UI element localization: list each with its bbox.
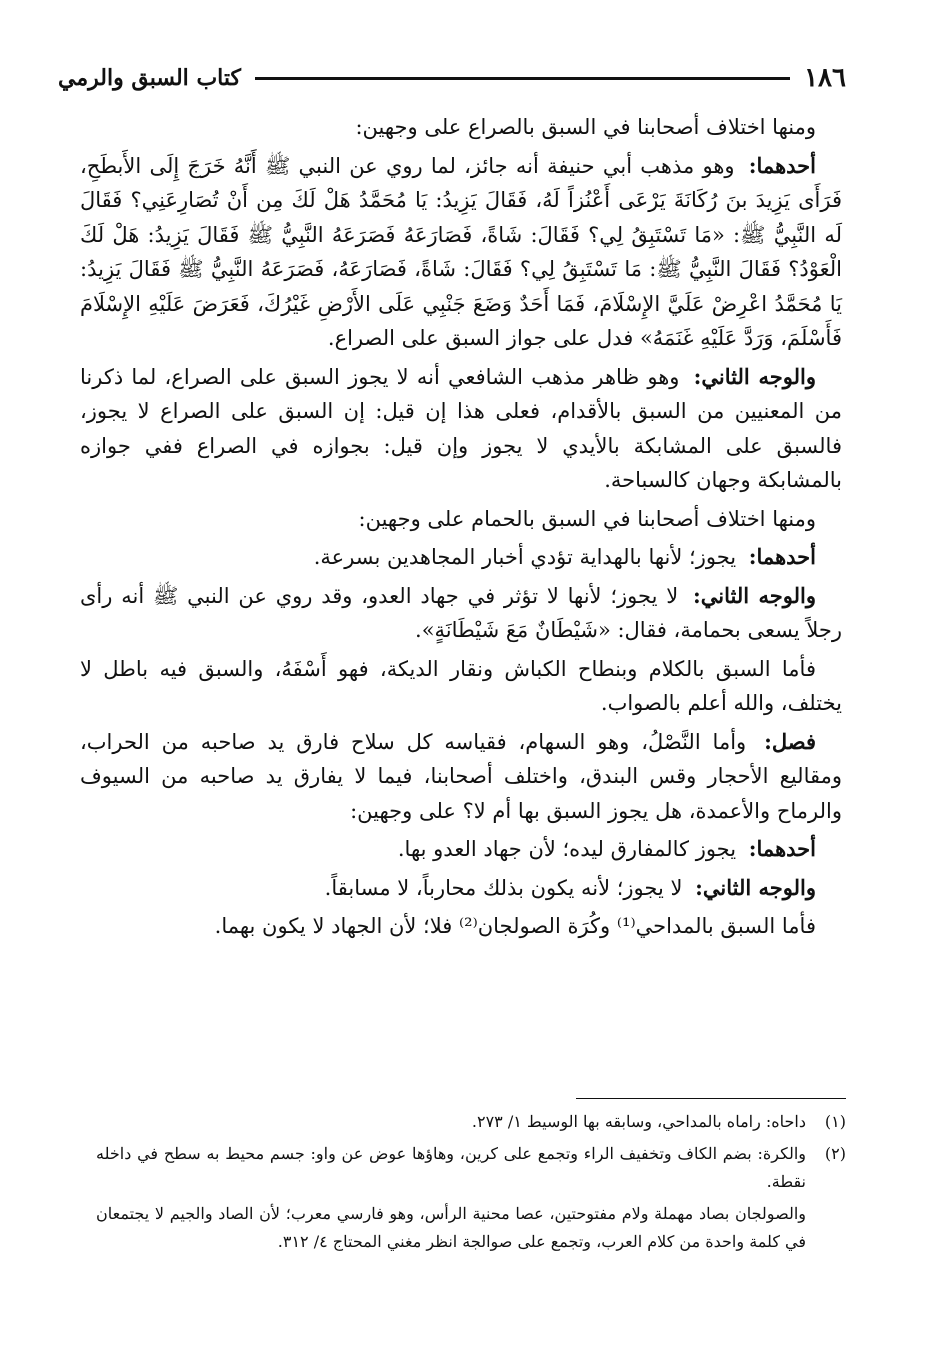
footnote-text: داحاه: راماه بالمداحي، وسابقه بها الوسيط ١/ ٢٧٣. [471, 1112, 806, 1131]
paragraph-lead: والوجه الثاني: [693, 363, 816, 389]
paragraph-text: يجوز كالمفارق ليده؛ لأن جهاد العدو بها. [397, 837, 737, 861]
paragraph [80, 360, 842, 498]
footnote [96, 1108, 846, 1136]
paragraph-text: فأما السبق بالمداحي⁽¹⁾ وكُرَة الصولجان⁽²⁾ فلا؛ لأن الجهاد لا يكون بهما. [214, 914, 816, 938]
paragraph-text: فأما السبق بالكلام وبنطاح الكباش ونقار الديكة، فهو أَسْفَهُ، والسبق فيه باطل لا يختلف، والله أعلم بالصواب. [80, 656, 842, 715]
footnote-number: (١) [824, 1112, 846, 1131]
paragraph-text: يجوز؛ لأنها بالهداية تؤدي أخبار المجاهدين بسرعة. [313, 545, 737, 569]
paragraph-text: وأما النَّصْلُ، وهو السهام، فقياسه كل سلاح فارق يد صاحبه من الحراب، ومقاليع الأحجار وقس البندق، واختلف أصحابنا، فيما لا يفارق يد صاحبه من السيوف والرماح والأعمدة، هل يجوز السبق بها أم لا؟ على وجهين: [80, 729, 842, 823]
paragraph [80, 502, 842, 537]
paragraph-lead: والوجه الثاني: [695, 874, 816, 900]
paragraph-text: ومنها اختلاف أصحابنا في السبق بالحمام على وجهين: [358, 506, 816, 531]
paragraph-lead: أحدهما: [748, 152, 816, 178]
footnote-number [806, 1200, 846, 1256]
paragraph [80, 725, 842, 829]
footnote-text: والصولجان بصاد مهملة ولام مفتوحتين، عصا محنية الرأس، وهو فارسي معرب؛ لأن الصاد والجيم لا يجتمعان في كلمة واحدة من كلام العرب، وتجمع على صوالجة انظر مغني المحتاج ٤/ ٣١٢. [96, 1204, 806, 1251]
paragraph [80, 540, 842, 575]
paragraph-text: ومنها اختلاف أصحابنا في السبق بالصراع على وجهين: [355, 115, 816, 139]
page-number: ١٨٦ [804, 63, 846, 93]
paragraph-text: لا يجوز؛ لأنها لا تؤثر في جهاد العدو، وقد روي عن النبي ﷺ أنه رأى رجلاً يسعى بحمامة، فقال: «شَيْطَانٌ مَعَ شَيْطَانَةٍ». [80, 583, 842, 642]
paragraph [80, 149, 842, 356]
paragraph-text: وهو ظاهر مذهب الشافعي أنه لا يجوز السبق على الصراع، لما ذكرنا من المعنيين من السبق بالأقدام، فعلى هذا إن قيل: إن السبق على الصراع لا يجوز، فالسبق على المشابكة بالأيدي لا يجوز وإن قيل: بجوازه في الصراع ففي جوازه بالمشابكة وجهان كالسباحة. [80, 364, 842, 492]
header-rule [255, 77, 790, 80]
paragraph [80, 110, 842, 145]
running-title: كتاب السبق والرمي [58, 65, 241, 91]
paragraph [80, 832, 842, 867]
paragraph-lead: أحدهما: [748, 836, 816, 861]
page-header [58, 58, 846, 98]
footnote-continuation [96, 1200, 846, 1256]
footnote-separator [576, 1098, 846, 1099]
paragraph [80, 579, 842, 648]
footnote [96, 1140, 846, 1196]
paragraph-text: لا يجوز؛ لأنه يكون بذلك محارباً، لا مسابقاً. [324, 875, 683, 900]
footnote-text: والكرة: بضم الكاف وتخفيف الراء وتجمع على كرين، وهاؤها عوض عن واو: جسم محيط به سطح في داخله نقطة. [96, 1144, 806, 1191]
paragraph [80, 871, 842, 906]
paragraph [80, 652, 842, 721]
footnote-number: (٢) [824, 1144, 846, 1163]
paragraph-text: وهو مذهب أبي حنيفة أنه جائز، لما روي عن النبي ﷺ أَنَّهُ خَرَجَ إِلَى الأَبطَحِ، فَرَأَى يَزِيدَ بنَ رُكَانَةَ يَرْعَى أَعْنُزاً لَهُ، فَقَالَ يَزِيدُ: يَا مُحَمَّدُ هَلْ لَكَ مِن أَنْ تُصَارِعَنِي؟ فَقَالَ لَه النَّبِيُّ ﷺ: «مَا تَسْتَبِقُ لِي؟ فَقَالَ: شَاةً، فَصَارَعَهُ فَصَرَعَهُ النَّبِيُّ ﷺ فَقَالَ يَزِيدُ: هَلْ لَكَ الْعَوْدُ؟ فَقَالَ النَّبِيُّ ﷺ: مَا تَسْتَبِقُ لِي؟ فَقَالَ: شَاةً، فَصَارَعَهُ، فَصَرَعَهُ النَّبِيُّ ﷺ فَقَالَ يَزِيدُ: يَا مُحَمَّدُ اعْرِضْ عَلَيَّ الإِسْلَامَ، فَمَا أَحَدٌ وَضَعَ جَنْبِي عَلَى الأَرْضِ غَيْرُكَ، فَعَرَضَ عَلَيْهِ الإِسْلَامَ فَأَسْلَمَ، وَرَدَّ عَلَيْهِ غَنَمَهُ» فدل على جواز السبق على الصراع. [80, 153, 842, 350]
paragraph-lead: فصل: [764, 728, 816, 754]
main-text [80, 110, 842, 948]
footnotes [96, 1108, 846, 1260]
paragraph-lead: أحدهما: [748, 544, 816, 569]
paragraph-lead: والوجه الثاني: [693, 582, 816, 608]
paragraph [80, 909, 842, 944]
